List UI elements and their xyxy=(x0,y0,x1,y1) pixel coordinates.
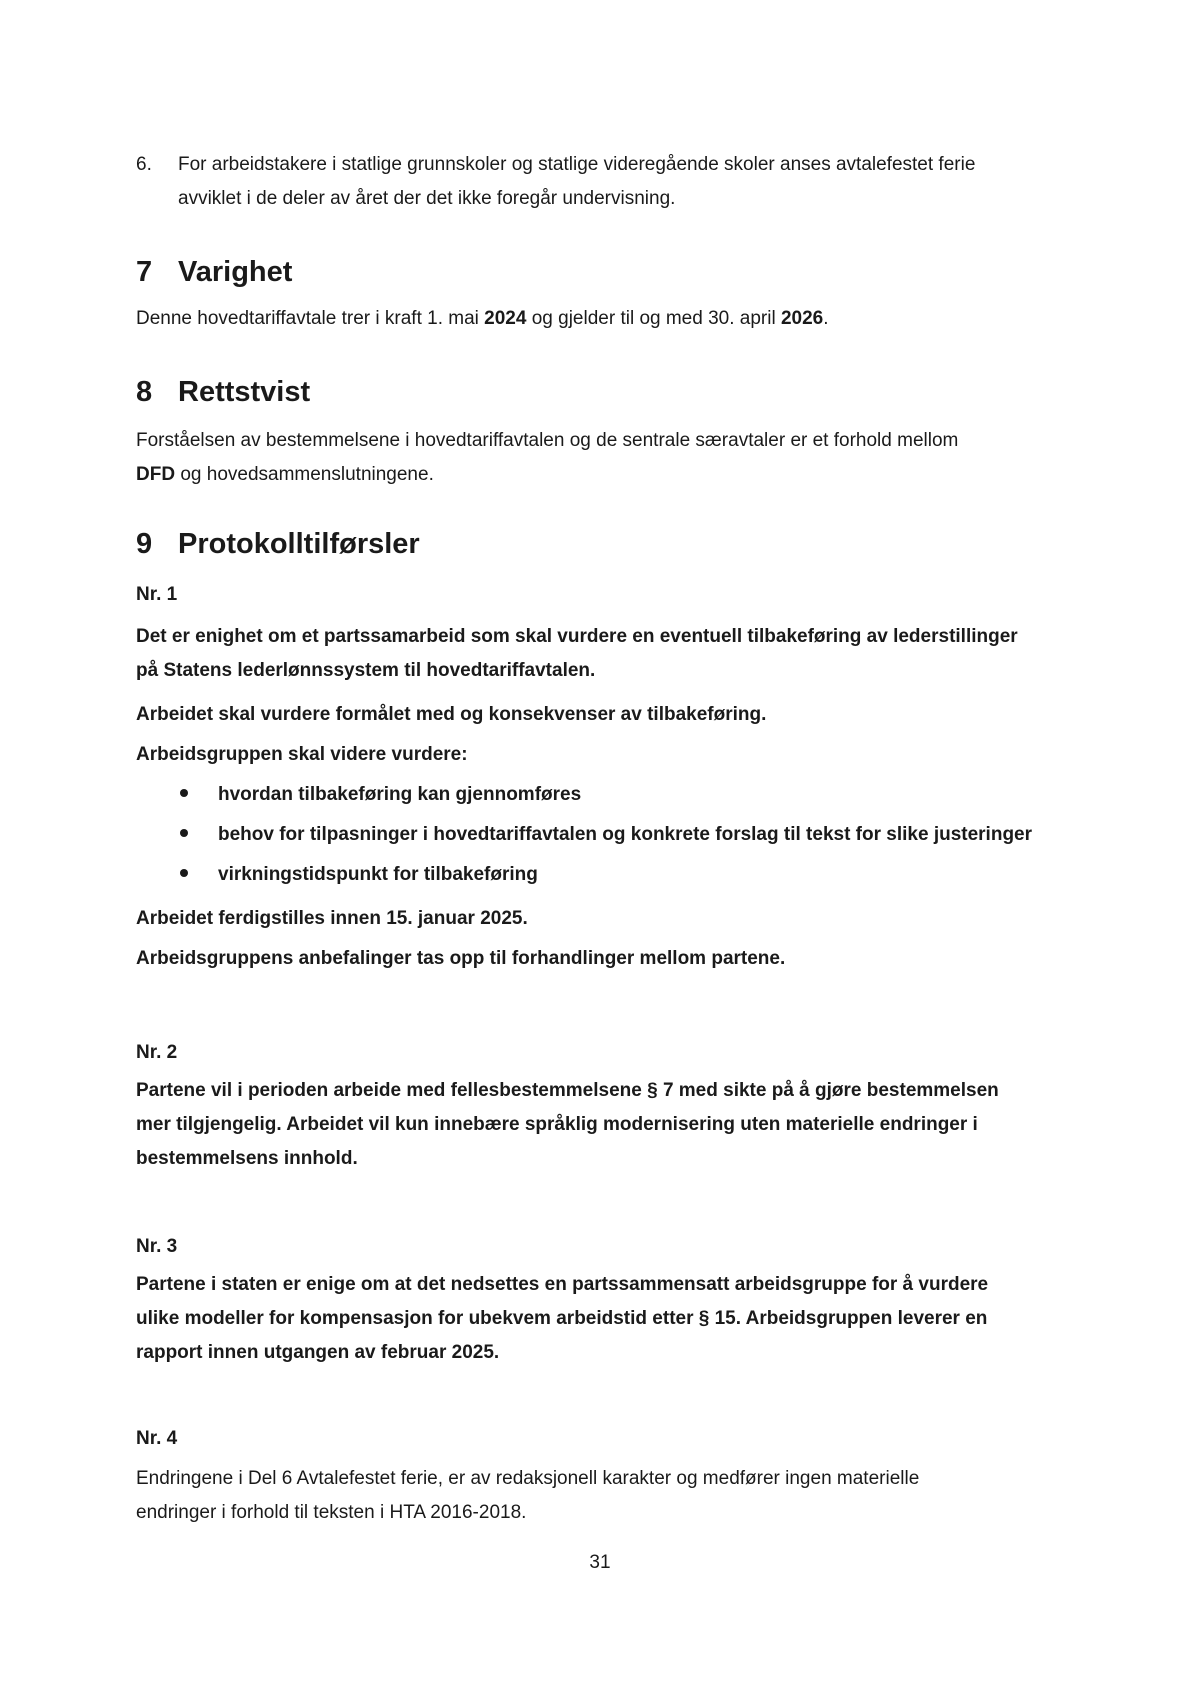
section-9-number: 9 xyxy=(136,528,153,560)
section-7-year-end: 2026 xyxy=(780,308,824,329)
nr-1-paragraph-1 xyxy=(136,620,1018,688)
section-7-title: Varighet xyxy=(178,256,293,288)
section-8-line-1: Forståelsen av bestemmelsene i hovedtariffavtalen og de sentrale særavtaler er et forhold mellom xyxy=(136,430,959,451)
section-8-dfd: DFD xyxy=(136,464,176,485)
nr-2-line-1: Partene vil i perioden arbeide med fellesbestemmelsene § 7 med sikte på å gjøre bestemmelsen xyxy=(136,1080,999,1101)
section-7-text-c: . xyxy=(823,308,829,329)
nr-4-line-1: Endringene i Del 6 Avtalefestet ferie, er av redaksjonell karakter og medfører ingen materielle xyxy=(136,1468,920,1489)
section-8-heading xyxy=(136,374,310,410)
item-6-line-1: For arbeidstakere i statlige grunnskoler og statlige videregående skoler anses avtalefestet ferie xyxy=(178,154,976,175)
nr-4-line-2: endringer i forhold til teksten i HTA 2016-2018. xyxy=(136,1502,527,1523)
section-8-number: 8 xyxy=(136,376,153,408)
nr-1-paragraph-1-line-2: på Statens lederlønnssystem til hovedtariffavtalen. xyxy=(136,660,596,681)
section-7-number: 7 xyxy=(136,256,153,288)
nr-1-paragraph-3: Arbeidsgruppen skal videre vurdere: xyxy=(136,744,468,765)
nr-3-heading: Nr. 3 xyxy=(136,1236,178,1257)
nr-4-heading: Nr. 4 xyxy=(136,1428,178,1449)
list-item-text: hvordan tilbakeføring kan gjennomføres xyxy=(218,784,582,805)
nr-3-line-3: rapport innen utgangen av februar 2025. xyxy=(136,1342,500,1363)
bullet-icon xyxy=(180,829,188,837)
section-9-title: Protokolltilførsler xyxy=(178,528,420,560)
page-number: 31 xyxy=(589,1552,611,1573)
section-8-title: Rettstvist xyxy=(178,376,311,408)
section-8-text xyxy=(136,424,958,492)
list-item-text: behov for tilpasninger i hovedtariffavtalen og konkrete forslag til tekst for slike justeringer xyxy=(218,824,1033,845)
nr-3-line-2: ulike modeller for kompensasjon for ubekvem arbeidstid etter § 15. Arbeidsgruppen leverer en xyxy=(136,1308,988,1329)
item-6 xyxy=(136,148,975,216)
item-6-number: 6. xyxy=(136,154,152,175)
nr-1-paragraph-1-line-1: Det er enighet om et partssamarbeid som skal vurdere en eventuell tilbakeføring av lederstillinger xyxy=(136,626,1018,647)
list-item-text: virkningstidspunkt for tilbakeføring xyxy=(218,864,538,885)
section-7-heading xyxy=(136,254,292,290)
item-6-line-2: avviklet i de deler av året der det ikke foregår undervisning. xyxy=(178,188,676,209)
nr-2-line-3: bestemmelsens innhold. xyxy=(136,1148,358,1169)
section-7-text-a: Denne hovedtariffavtale trer i kraft 1. mai xyxy=(136,308,485,329)
section-8-line-2: og hovedsammenslutningene. xyxy=(175,464,434,485)
nr-3-line-1: Partene i staten er enige om at det nedsettes en partssammensatt arbeidsgruppe for å vurdere xyxy=(136,1274,989,1295)
bullet-icon xyxy=(180,789,188,797)
section-7-text xyxy=(136,302,829,336)
nr-1-bullet-list xyxy=(180,778,1032,898)
nr-2-line-2: mer tilgjengelig. Arbeidet vil kun innebære språklig modernisering uten materielle endringer i xyxy=(136,1114,978,1135)
nr-2-paragraph xyxy=(136,1074,999,1176)
list-item xyxy=(180,818,1032,858)
bullet-icon xyxy=(180,869,188,877)
nr-2-heading: Nr. 2 xyxy=(136,1042,178,1063)
list-item xyxy=(180,778,1032,818)
nr-3-paragraph xyxy=(136,1268,988,1370)
list-item xyxy=(180,858,1032,898)
section-7-text-b: og gjelder til og med 30. april xyxy=(526,308,781,329)
nr-1-heading: Nr. 1 xyxy=(136,584,178,605)
nr-1-paragraph-4: Arbeidet ferdigstilles innen 15. januar 2025. xyxy=(136,908,528,929)
nr-4-paragraph xyxy=(136,1462,919,1530)
nr-1-paragraph-5: Arbeidsgruppens anbefalinger tas opp til forhandlinger mellom partene. xyxy=(136,948,786,969)
section-9-heading xyxy=(136,526,420,562)
section-7-year-start: 2024 xyxy=(484,308,527,329)
nr-1-paragraph-2: Arbeidet skal vurdere formålet med og konsekvenser av tilbakeføring. xyxy=(136,704,767,725)
